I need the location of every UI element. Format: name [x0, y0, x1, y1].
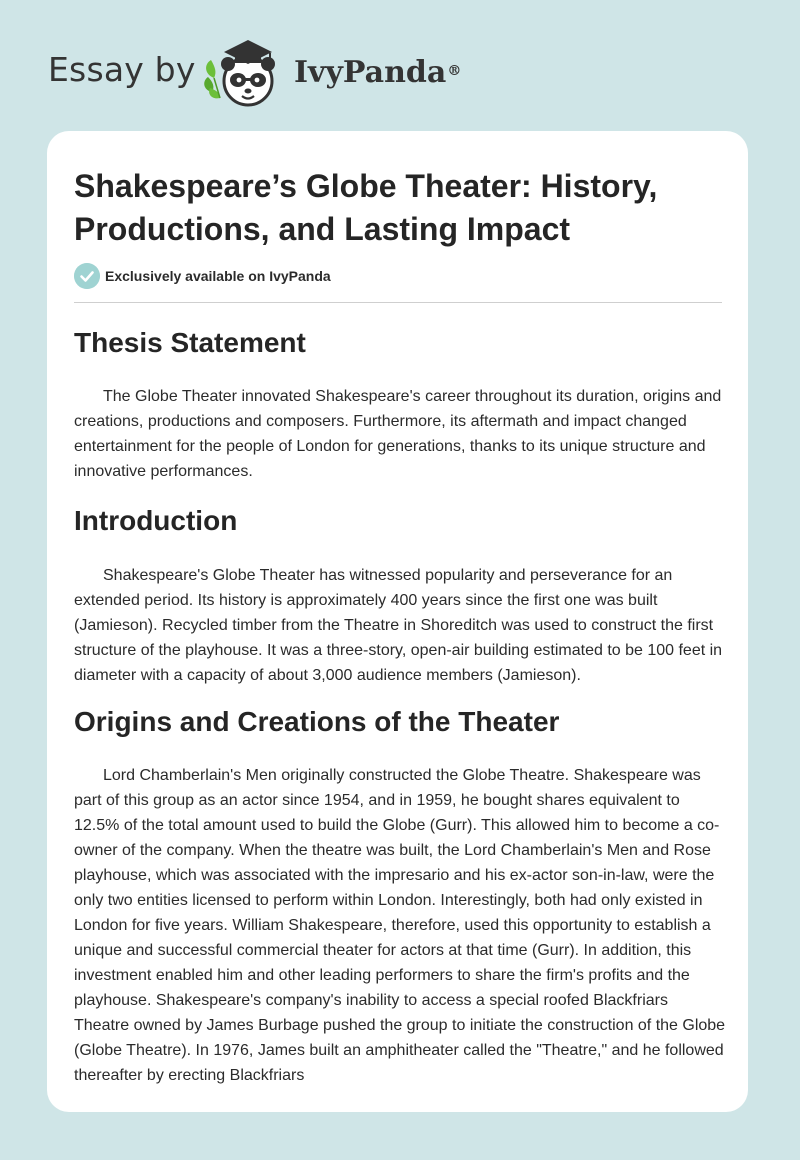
- section-body-introduction: Shakespeare's Globe Theater has witnessed popularity and perseverance for an extended period. Its history is approximately 400 years since the first one was built (Jamieson). Recycled timber from the Theatre in Shoreditch was used to construct the first structure of the playhouse. It was a three-story, open-air building estimated to be 100 feet in diameter with a capacity of about 3,000 audience members (Jamieson).: [74, 567, 723, 684]
- page-title: Shakespeare’s Globe Theater: History, Productions, and Lasting Impact: [74, 168, 658, 247]
- panda-graduate-icon[interactable]: [202, 34, 290, 110]
- essay-card: [47, 131, 748, 1112]
- divider: [74, 302, 722, 303]
- section-heading-origins: Origins and Creations of the Theater: [74, 706, 560, 737]
- section-body-thesis: The Globe Theater innovated Shakespeare's career throughout its duration, origins and creations, productions and composers. Furthermore, its aftermath and impact changed entertainment for the people of London for generations, thanks to its unique structure and innovative performances.: [74, 388, 722, 480]
- exclusive-badge: [74, 263, 331, 289]
- site-header: [0, 0, 800, 130]
- section-heading-introduction: Introduction: [74, 505, 238, 536]
- section-body-origins: Lord Chamberlain's Men originally constructed the Globe Theatre. Shakespeare was part of this group as an actor since 1954, and in 1959, he bought shares equivalent to 12.5% of the total amount used to build the Globe (Gurr). This allowed him to become a co-owner of the company. When the theatre was built, the Lord Chamberlain's Men and Rose playhouse, which was associated with the impresario and his ex-actor son-in-law, were the only two entities licensed to perform within London. Interestingly, both had only existed in London for five years. William Shakespeare, therefore, used this opportunity to establish a unique and successful commercial theater for actors at that time (Gurr). In addition, this investment enabled him and other leading performers to share the firm's profits and the playhouse. Shakespeare's company's inability to access a special roofed Blackfriars Theatre owned by James Burbage pushed the group to initiate the construction of the Globe (Globe Theatre). In 1976, James built an amphitheater called the "Theatre," and he followed thereafter by erecting Blackfriars: [74, 767, 726, 1084]
- brand-prefix: Essay by: [48, 50, 196, 89]
- exclusive-badge-label: Exclusively available on IvyPanda: [105, 268, 331, 284]
- section-heading-thesis: Thesis Statement: [74, 327, 306, 358]
- brand-name-text: IvyPanda: [294, 55, 447, 90]
- check-circle-icon: [74, 263, 100, 289]
- brand-name[interactable]: [294, 54, 461, 92]
- registered-mark: ®: [447, 63, 462, 79]
